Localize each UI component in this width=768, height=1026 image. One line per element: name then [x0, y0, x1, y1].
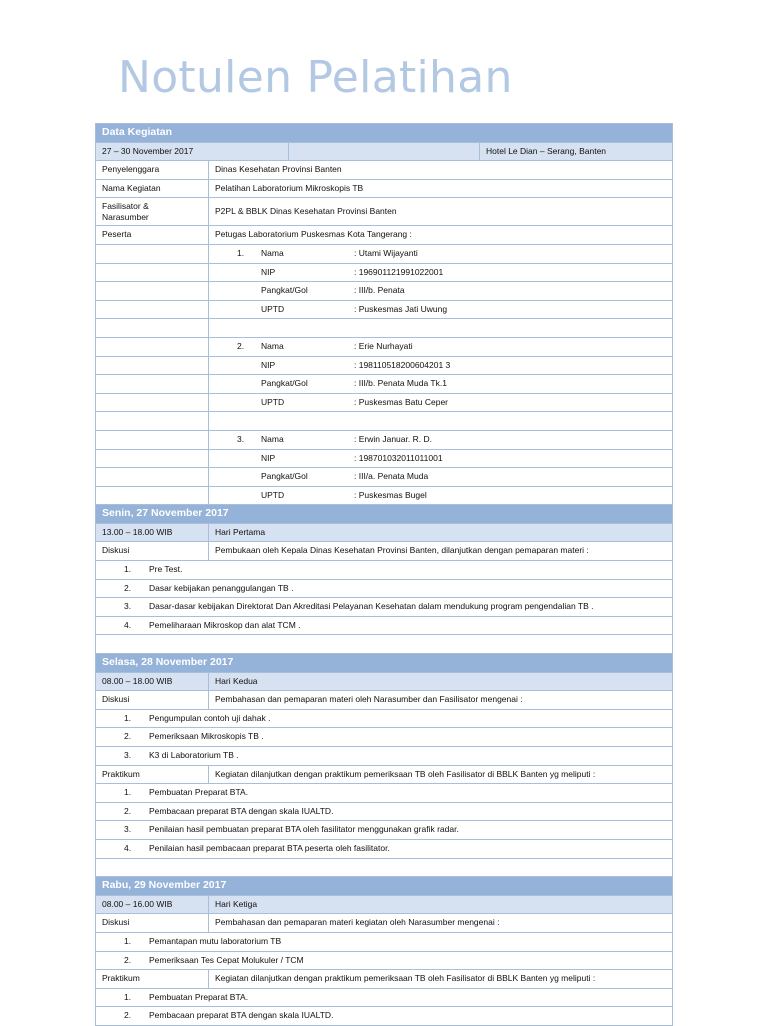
- field-value: Pembahasan dan pemaparan materi oleh Narasumber dan Fasilisator mengenai :: [208, 691, 675, 709]
- field-value: Pelatihan Laboratorium Mikroskopis TB: [208, 180, 675, 198]
- participant-field-value: : 198110518200604201 3: [354, 359, 451, 370]
- time-row: [95, 673, 673, 692]
- item-number: 2.: [124, 954, 132, 965]
- participant-row: [95, 468, 673, 487]
- participant-field-value: : Utami Wijayanti: [354, 247, 418, 258]
- list-item: [95, 821, 673, 840]
- participant-row: [95, 264, 673, 283]
- item-text: Pembuatan Preparat BTA.: [149, 787, 249, 798]
- field-label: Diskusi: [102, 917, 130, 928]
- participant-field-label: NIP: [261, 359, 276, 370]
- session-day: Hari Ketiga: [208, 896, 675, 914]
- page-title: Notulen Pelatihan: [118, 52, 513, 103]
- field-label: Diskusi: [102, 545, 130, 556]
- participant-field-label: Nama: [261, 433, 284, 444]
- participant-number: 2.: [237, 340, 245, 351]
- list-item: [95, 989, 673, 1008]
- participant-field-label: Nama: [261, 340, 284, 351]
- time-row: [95, 896, 673, 915]
- participant-field-value: : Puskesmas Jati Uwung: [354, 303, 448, 314]
- participant-field-label: Nama: [261, 247, 284, 258]
- item-number: 1.: [124, 935, 132, 946]
- time-row: [95, 524, 673, 543]
- list-item: [95, 710, 673, 729]
- event-date: 27 – 30 November 2017: [102, 145, 194, 156]
- item-text: Penilaian hasil pembuatan preparat BTA oleh fasilitator menggunakan grafik radar.: [149, 824, 459, 835]
- participant-row: [95, 301, 673, 320]
- participant-row: [95, 487, 673, 506]
- table-row: [95, 542, 673, 561]
- participant-field-value: : Puskesmas Batu Ceper: [354, 396, 449, 407]
- section-header-day2: [95, 654, 673, 673]
- list-item: [95, 1007, 673, 1026]
- item-text: Pengumpulan contoh uji dahak .: [149, 712, 271, 723]
- spacer-row: [95, 859, 673, 878]
- participant-field-label: UPTD: [261, 489, 285, 500]
- item-number: 2.: [124, 1010, 132, 1021]
- list-item: [95, 617, 673, 636]
- participant-row: [95, 375, 673, 394]
- participant-number: 3.: [237, 433, 245, 444]
- list-item: [95, 803, 673, 822]
- field-value: Pembahasan dan pemaparan materi kegiatan oleh Narasumber mengenai :: [208, 914, 675, 932]
- item-text: Pembuatan Preparat BTA.: [149, 991, 249, 1002]
- participant-field-value: : III/b. Penata: [354, 285, 405, 296]
- participant-field-label: NIP: [261, 452, 276, 463]
- spacer-row: [95, 635, 673, 654]
- field-label: Praktikum: [102, 768, 140, 779]
- participant-field-value: : III/a. Penata Muda: [354, 471, 429, 482]
- item-number: 1.: [124, 564, 132, 575]
- participant-field-label: Pangkat/Gol: [261, 471, 308, 482]
- field-label-line: Narasumber: [102, 211, 149, 222]
- section-header-data-kegiatan: [95, 123, 673, 143]
- field-value: Dinas Kesehatan Provinsi Banten: [208, 161, 675, 179]
- item-text: Pemantapan mutu laboratorium TB: [149, 935, 282, 946]
- list-item: [95, 580, 673, 599]
- section-title: Rabu, 29 November 2017: [102, 879, 227, 892]
- participant-row: [95, 357, 673, 376]
- section-title: Selasa, 28 November 2017: [102, 656, 234, 669]
- item-text: Dasar-dasar kebijakan Direktorat Dan Akreditasi Pelayanan Kesehatan dalam mendukung program pengendalian TB .: [149, 601, 594, 612]
- field-value: Kegiatan dilanjutkan dengan praktikum pemeriksaan TB oleh Fasilisator di BBLK Banten yg meliputi :: [208, 766, 675, 784]
- item-number: 1.: [124, 787, 132, 798]
- session-time: 08.00 – 16.00 WIB: [102, 898, 173, 909]
- date-row: [95, 143, 673, 162]
- field-value: P2PL & BBLK Dinas Kesehatan Provinsi Banten: [208, 198, 675, 225]
- list-item: [95, 952, 673, 971]
- empty-cell: [288, 143, 479, 161]
- field-label-line: Fasilisator &: [102, 201, 149, 212]
- participant-row: [95, 338, 673, 357]
- field-label: Peserta: [102, 229, 132, 240]
- list-item: [95, 784, 673, 803]
- item-number: 3.: [124, 824, 132, 835]
- table-row: [95, 198, 673, 226]
- field-value: Petugas Laboratorium Puskesmas Kota Tangerang :: [208, 226, 675, 244]
- table-row: [95, 226, 673, 245]
- field-label: Nama Kegiatan: [102, 182, 161, 193]
- field-label: [96, 198, 208, 228]
- field-value: Kegiatan dilanjutkan dengan praktikum pemeriksaan TB oleh Fasilisator di BBLK Banten yg meliputi :: [208, 970, 675, 988]
- field-label: Praktikum: [102, 973, 140, 984]
- item-number: 3.: [124, 750, 132, 760]
- participant-field-value: : Puskesmas Bugel: [354, 489, 427, 500]
- participant-number: 1.: [237, 247, 245, 258]
- table-row: [95, 970, 673, 989]
- item-text: Pre Test.: [149, 564, 183, 575]
- item-text: Pembacaan preparat BTA dengan skala IUALTD.: [149, 805, 334, 816]
- section-title: Data Kegiatan: [102, 126, 173, 138]
- field-label: Penyelenggara: [102, 164, 160, 175]
- session-day: Hari Kedua: [208, 673, 675, 691]
- participant-field-label: Pangkat/Gol: [261, 285, 308, 296]
- item-number: 1.: [124, 712, 132, 723]
- participant-row: [95, 431, 673, 450]
- list-item: [95, 728, 673, 747]
- item-number: 4.: [124, 619, 132, 630]
- participant-field-value: : 196901121991022001: [354, 266, 444, 277]
- item-number: 2.: [124, 582, 132, 593]
- session-day: Hari Pertama: [208, 524, 675, 542]
- list-item: [95, 933, 673, 952]
- participant-field-value: : III/b. Penata Muda Tk.1: [354, 378, 447, 389]
- list-item: [95, 561, 673, 580]
- spacer-row: [95, 319, 673, 338]
- table-row: [95, 180, 673, 199]
- participant-field-value: : Erie Nurhayati: [354, 340, 413, 351]
- participant-field-value: : Erwin Januar. R. D.: [354, 433, 432, 444]
- notulen-table: [95, 123, 673, 1026]
- section-header-day1: [95, 505, 673, 524]
- table-row: [95, 766, 673, 785]
- item-number: 3.: [124, 601, 132, 612]
- session-time: 08.00 – 18.00 WIB: [102, 675, 173, 686]
- field-label: Diskusi: [102, 694, 130, 705]
- participant-field-label: UPTD: [261, 303, 285, 314]
- item-text: Dasar kebijakan penanggulangan TB .: [149, 582, 294, 593]
- section-header-day3: [95, 877, 673, 896]
- session-time: 13.00 – 18.00 WIB: [102, 526, 173, 537]
- participant-field-value: : 198701032011011001: [354, 452, 443, 463]
- list-item: [95, 747, 673, 766]
- table-row: [95, 691, 673, 710]
- participant-field-label: NIP: [261, 266, 276, 277]
- participant-row: [95, 245, 673, 264]
- item-number: 2.: [124, 805, 132, 816]
- section-title: Senin, 27 November 2017: [102, 507, 229, 520]
- participant-row: [95, 394, 673, 413]
- field-value: Pembukaan oleh Kepala Dinas Kesehatan Provinsi Banten, dilanjutkan dengan pemaparan materi :: [208, 542, 675, 560]
- event-location: Hotel Le Dian – Serang, Banten: [479, 143, 676, 161]
- item-text: Penilaian hasil pembacaan preparat BTA peserta oleh fasilitator.: [149, 842, 390, 853]
- item-text: K3 di Laboratorium TB .: [149, 750, 239, 760]
- participant-row: [95, 450, 673, 469]
- table-row: [95, 914, 673, 933]
- item-text: Pemeriksaan Mikroskopis TB .: [149, 731, 264, 742]
- item-text: Pembacaan preparat BTA dengan skala IUALTD.: [149, 1010, 334, 1021]
- spacer-row: [95, 412, 673, 431]
- table-row: [95, 161, 673, 180]
- item-number: 2.: [124, 731, 132, 742]
- item-text: Pemeriksaan Tes Cepat Molukuler / TCM: [149, 954, 304, 965]
- item-number: 4.: [124, 842, 132, 853]
- list-item: [95, 598, 673, 617]
- list-item: [95, 840, 673, 859]
- participant-row: [95, 282, 673, 301]
- participant-field-label: Pangkat/Gol: [261, 378, 308, 389]
- item-number: 1.: [124, 991, 132, 1002]
- participant-field-label: UPTD: [261, 396, 285, 407]
- item-text: Pemeliharaan Mikroskop dan alat TCM .: [149, 619, 301, 630]
